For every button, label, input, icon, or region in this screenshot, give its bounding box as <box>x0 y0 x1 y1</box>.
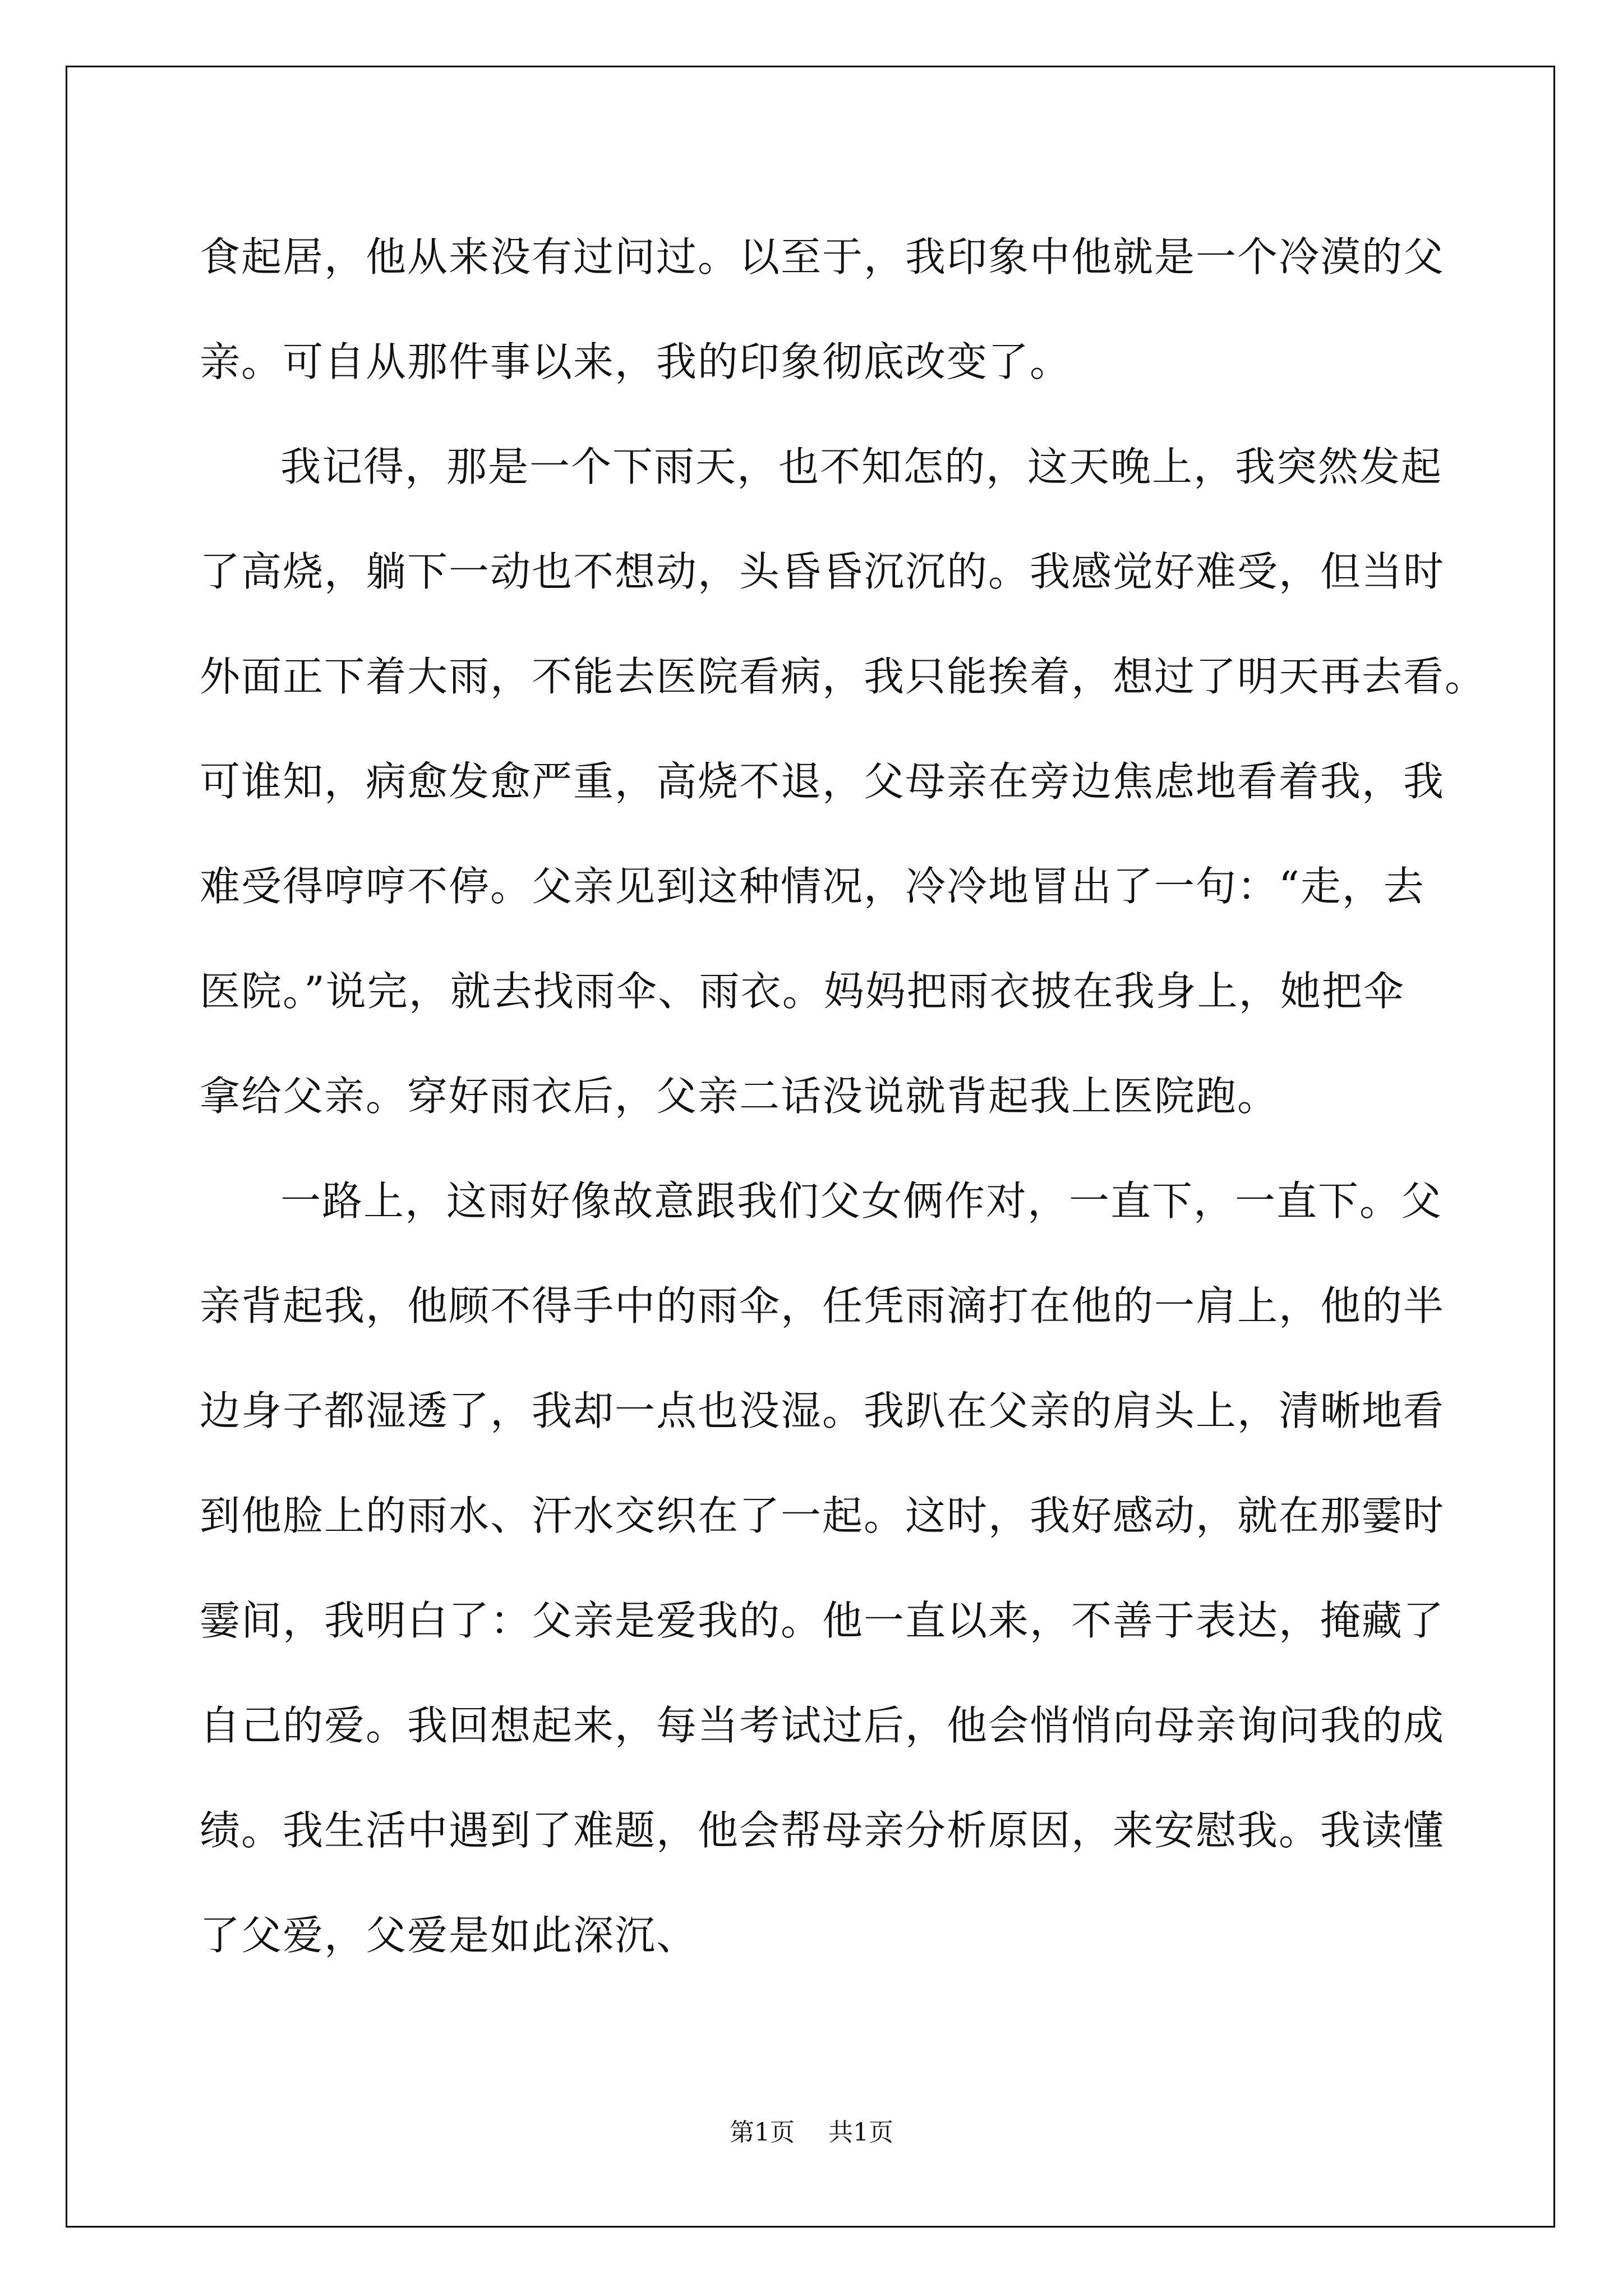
page-footer <box>0 2116 1623 2150</box>
text-line: 一路上，这雨好像故意跟我们父女俩作对，一直下，一直下。父 <box>280 1177 1443 1225</box>
document-body <box>200 205 1487 1988</box>
text-line: 亲背起我，他顾不得手中的雨伞，任凭雨滴打在他的一肩上，他的半 <box>200 1282 1445 1329</box>
page-number-current: 第1页 <box>730 2118 795 2147</box>
text-line: 自己的爱。我回想起来，每当考试过后，他会悄悄向母亲询问我的成 <box>200 1702 1445 1749</box>
text-line: 了父爱，父爱是如此深沉、 <box>200 1912 698 1959</box>
text-line: 外面正下着大雨，不能去医院看病，我只能挨着，想过了明天再去看。 <box>200 653 1487 700</box>
text-line: 到他脸上的雨水、汗水交织在了一起。这时，我好感动，就在那霎时 <box>200 1492 1445 1539</box>
text-line: 医院。”说完，就去找雨伞、雨衣。妈妈把雨衣披在我身上，她把伞 <box>200 968 1405 1015</box>
text-line: 难受得哼哼不停。父亲见到这种情况，冷冷地冒出了一句：“走，去 <box>200 863 1425 910</box>
text-line: 了高烧，躺下一动也不想动，头昏昏沉沉的。我感觉好难受，但当时 <box>200 548 1445 595</box>
text-line: 可谁知，病愈发愈严重，高烧不退，父母亲在旁边焦虑地看着我，我 <box>200 758 1445 805</box>
text-line: 拿给父亲。穿好雨衣后，父亲二话没说就背起我上医院跑。 <box>200 1073 1279 1120</box>
text-line: 霎间，我明白了：父亲是爱我的。他一直以来，不善于表达，掩藏了 <box>200 1597 1445 1644</box>
text-line: 绩。我生活中遇到了难题，他会帮母亲分析原因，来安慰我。我读懂 <box>200 1807 1445 1854</box>
text-line: 边身子都湿透了，我却一点也没湿。我趴在父亲的肩头上，清晰地看 <box>200 1387 1445 1434</box>
text-line: 食起居，他从来没有过问过。以至于，我印象中他就是一个冷漠的父 <box>200 233 1445 280</box>
text-line: 我记得，那是一个下雨天，也不知怎的，这天晚上，我突然发起 <box>280 443 1443 490</box>
page-number-total: 共1页 <box>828 2118 893 2147</box>
text-line: 亲。可自从那件事以来，我的印象彻底改变了。 <box>200 338 1072 385</box>
